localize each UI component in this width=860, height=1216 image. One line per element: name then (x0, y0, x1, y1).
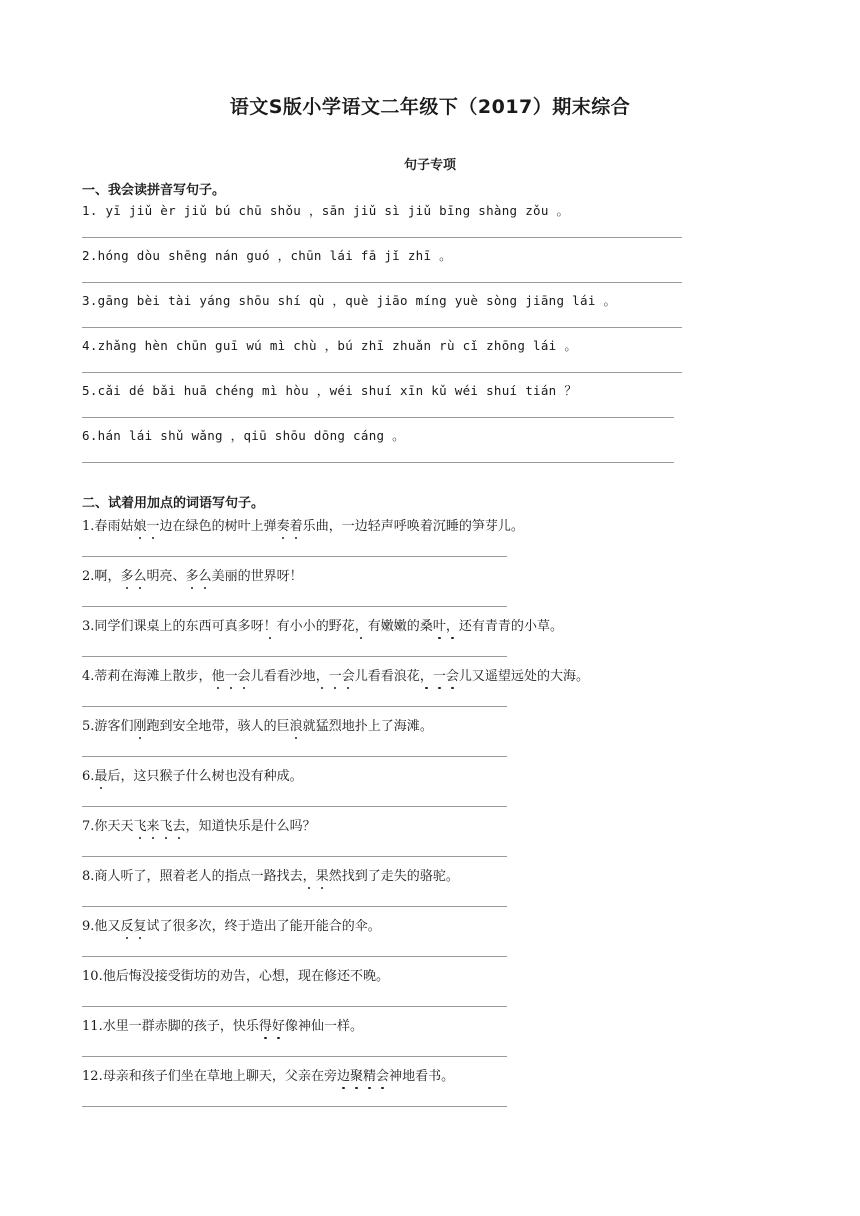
page-subtitle: 句子专项 (403, 158, 456, 173)
emphasis-dot-char: 会 (376, 1065, 389, 1084)
emphasis-dot-char: ， (446, 615, 459, 634)
emphasis-dot-char: 着 (290, 515, 303, 534)
sentence-question: 5.游客们刚跑到安全地带，骇人的巨浪就猛烈地扑上了海滩。 (82, 715, 433, 734)
sentence-question: 8.商人听了，照着老人的指点一路找去，果然找到了走失的骆驼。 (82, 865, 459, 884)
emphasis-dot-char: 飞 (160, 815, 173, 834)
emphasis-dot-char: 一 (146, 515, 159, 534)
emphasis-dot-char: 得 (259, 1015, 272, 1034)
emphasis-dot-char: 边 (337, 1065, 350, 1084)
section1-heading: 一、我会读拼音写句子。 (82, 183, 226, 198)
answer-line (82, 327, 682, 328)
emphasis-dot-char: 一 (225, 665, 238, 684)
sentence-question: 7.你天天飞来飞去，知道快乐是什么吗？ (82, 815, 316, 834)
emphasis-dot-char: 娘 (133, 515, 146, 534)
emphasis-dot-char: 果 (316, 865, 329, 884)
pinyin-question: 3.gāng bèi tài yáng shōu shí qù ，què jiāo míng yuè sòng jiāng lái 。 (82, 293, 617, 308)
emphasis-dot-char: 会 (342, 665, 355, 684)
emphasis-dot-char: 一 (433, 665, 446, 684)
emphasis-dot-char: ， (355, 615, 368, 634)
answer-line (82, 1006, 507, 1007)
answer-line (82, 656, 507, 657)
answer-line (82, 806, 507, 807)
pinyin-question: 4.zhǎng hèn chūn guī wú mì chù ，bú zhī zhuǎn rù cǐ zhōng lái 。 (82, 338, 578, 353)
emphasis-dot-char: 一 (329, 665, 342, 684)
section2-heading: 二、试着用加点的词语写句子。 (82, 496, 265, 511)
sentence-question: 2.啊，多么明亮、多么美丽的世界呀！ (82, 565, 303, 584)
emphasis-dot-char: 最 (94, 765, 107, 784)
sentence-question: 4.蒂莉在海滩上散步，他一会儿看看沙地，一会儿看看浪花，一会儿又遥望远处的大海。 (82, 665, 589, 684)
answer-line (82, 462, 674, 463)
sentence-question: 11.水里一群赤脚的孩子，快乐得好像神仙一样。 (82, 1015, 363, 1034)
sentence-question: 10.他后悔没接受街坊的劝告，心想，现在修还不晚。 (82, 969, 390, 984)
answer-line (82, 906, 507, 907)
emphasis-dot-char: 刚 (133, 715, 146, 734)
pinyin-question: 5.cǎi dé bǎi huā chéng mì hòu ，wéi shuí xīn kǔ wéi shuí tián ？ (82, 383, 578, 398)
answer-line (82, 1056, 507, 1057)
answer-line (82, 372, 682, 373)
emphasis-dot-char: ！ (264, 615, 277, 634)
sentence-question: 9.他又反复试了很多次，终于造出了能开能合的伞。 (82, 915, 381, 934)
emphasis-dot-char: 多 (186, 565, 199, 584)
answer-line (82, 417, 674, 418)
answer-line (82, 956, 507, 957)
sentence-question: 3.同学们课桌上的东西可真多呀！有小小的野花，有嫩嫩的桑叶，还有青青的小草。 (82, 615, 563, 634)
emphasis-dot-char: 反 (120, 915, 133, 934)
emphasis-dot-char: 来 (146, 815, 159, 834)
sentence-question: 6.最后，这只猴子什么树也没有种成。 (82, 765, 303, 784)
emphasis-dot-char: 去 (173, 815, 186, 834)
emphasis-dot-char: 飞 (133, 815, 146, 834)
answer-line (82, 706, 507, 707)
sentence-question: 1.春雨姑娘一边在绿色的树叶上弹奏着乐曲，一边轻声呼唤着沉睡的笋芽儿。 (82, 515, 524, 534)
answer-line (82, 556, 507, 557)
answer-line (82, 1106, 507, 1107)
emphasis-dot-char: 精 (363, 1065, 376, 1084)
sentence-question: 12.母亲和孩子们坐在草地上聊天，父亲在旁边聚精会神地看书。 (82, 1065, 454, 1084)
answer-line (82, 606, 507, 607)
emphasis-dot-char: 会 (238, 665, 251, 684)
emphasis-dot-char: 复 (133, 915, 146, 934)
emphasis-dot-char: 他 (212, 665, 225, 684)
emphasis-dot-char: 奏 (277, 515, 290, 534)
pinyin-question: 1. yī jiǔ èr jiǔ bú chū shǒu ，sān jiǔ sì jiǔ bīng shàng zǒu 。 (82, 203, 570, 218)
emphasis-dot-char: 浪 (290, 715, 303, 734)
emphasis-dot-char: 聚 (350, 1065, 363, 1084)
emphasis-dot-char: 叶 (433, 615, 446, 634)
emphasis-dot-char: 多 (120, 565, 133, 584)
answer-line (82, 282, 682, 283)
pinyin-question: 6.hán lái shǔ wǎng ，qiū shōu dōng cáng 。 (82, 428, 405, 443)
emphasis-dot-char: 么 (133, 565, 146, 584)
emphasis-dot-char: 么 (199, 565, 212, 584)
pinyin-question: 2.hóng dòu shēng nán guó ，chūn lái fā jǐ zhī 。 (82, 248, 452, 263)
answer-line (82, 756, 507, 757)
emphasis-dot-char: 好 (272, 1015, 285, 1034)
emphasis-dot-char: ， (420, 665, 433, 684)
emphasis-dot-char: ， (303, 865, 316, 884)
answer-line (82, 856, 507, 857)
emphasis-dot-char: 会 (446, 665, 459, 684)
emphasis-dot-char: ， (316, 665, 329, 684)
answer-line (82, 237, 682, 238)
page-title: 语文S版小学语文二年级下（2017）期末综合 (229, 96, 631, 118)
